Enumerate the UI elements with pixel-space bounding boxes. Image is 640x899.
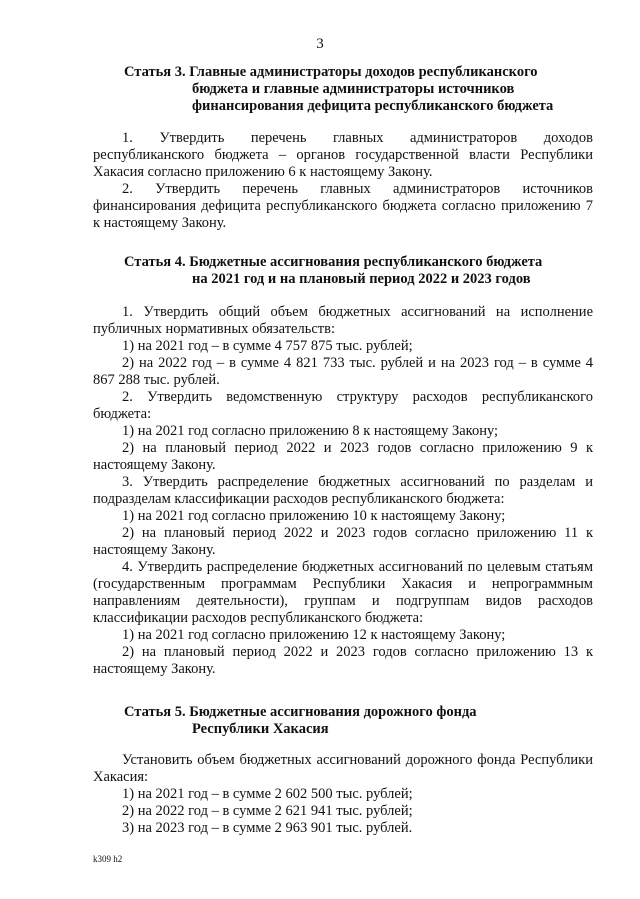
paragraph: 2) на 2022 год – в сумме 2 621 941 тыс. рублей; (122, 803, 413, 819)
paragraph: 3. Утвердить распределение бюджетных ассигнований по разделам и подразделам классификации расходов республиканского бюджета: (93, 474, 593, 507)
paragraph: 2. Утвердить ведомственную структуру расходов республиканского бюджета: (93, 389, 593, 422)
paragraph: 1) на 2021 год – в сумме 2 602 500 тыс. рублей; (122, 786, 413, 802)
article-4-heading-line: Статья 4. Бюджетные ассигнования республиканского бюджета (124, 254, 543, 270)
paragraph: 2. Утвердить перечень главных администраторов источников финансирования дефицита республиканского бюджета согласно приложению 7 к настоящему Закону. (93, 181, 593, 231)
article-5-body (93, 752, 593, 837)
article-5-heading-line: Статья 5. Бюджетные ассигнования дорожного фонда (124, 704, 477, 720)
article-3-heading (124, 64, 553, 115)
paragraph: 2) на плановый период 2022 и 2023 годов согласно приложению 9 к настоящему Закону. (93, 440, 593, 473)
article-4-body (93, 304, 593, 678)
article-3-heading-line: Статья 3. Главные администраторы доходов республиканского (124, 64, 538, 80)
paragraph: 2) на плановый период 2022 и 2023 годов согласно приложению 11 к настоящему Закону. (93, 525, 593, 558)
article-3-body (93, 130, 593, 232)
article-5-heading (124, 704, 477, 738)
paragraph: 2) на 2022 год – в сумме 4 821 733 тыс. рублей и на 2023 год – в сумме 4 867 288 тыс. рублей. (93, 355, 593, 388)
article-4-heading (124, 254, 542, 288)
article-3-heading-line: бюджета и главные администраторы источников (192, 81, 515, 97)
page-number: 3 (316, 36, 324, 52)
article-5-heading-line: Республики Хакасия (192, 721, 329, 737)
paragraph: 1) на 2021 год согласно приложению 8 к настоящему Закону; (122, 423, 499, 439)
footer-code: k309 h2 (93, 854, 123, 864)
paragraph: Установить объем бюджетных ассигнований дорожного фонда Республики Хакасия: (93, 752, 593, 785)
article-4-heading-line: на 2021 год и на плановый период 2022 и 2023 годов (192, 271, 531, 287)
paragraph: 1. Утвердить общий объем бюджетных ассигнований на исполнение публичных нормативных обязательств: (93, 304, 593, 337)
paragraph: 4. Утвердить распределение бюджетных ассигнований по целевым статьям (государственным программам Республики Хакасия и непрограммным направлениям деятельности), группам и подгруппам видов расходов классификации расходов республиканского бюджета: (93, 559, 593, 626)
article-3-heading-line: финансирования дефицита республиканского бюджета (192, 98, 554, 114)
paragraph: 2) на плановый период 2022 и 2023 годов согласно приложению 13 к настоящему Закону. (93, 644, 593, 677)
paragraph: 1) на 2021 год согласно приложению 12 к настоящему Закону; (122, 627, 506, 643)
paragraph: 1. Утвердить перечень главных администраторов доходов республиканского бюджета – органов государственной власти Республики Хакасия согласно приложению 6 к настоящему Закону. (93, 130, 593, 180)
paragraph: 3) на 2023 год – в сумме 2 963 901 тыс. рублей. (122, 820, 413, 836)
paragraph: 1) на 2021 год – в сумме 4 757 875 тыс. рублей; (122, 338, 413, 354)
paragraph: 1) на 2021 год согласно приложению 10 к настоящему Закону; (122, 508, 506, 524)
